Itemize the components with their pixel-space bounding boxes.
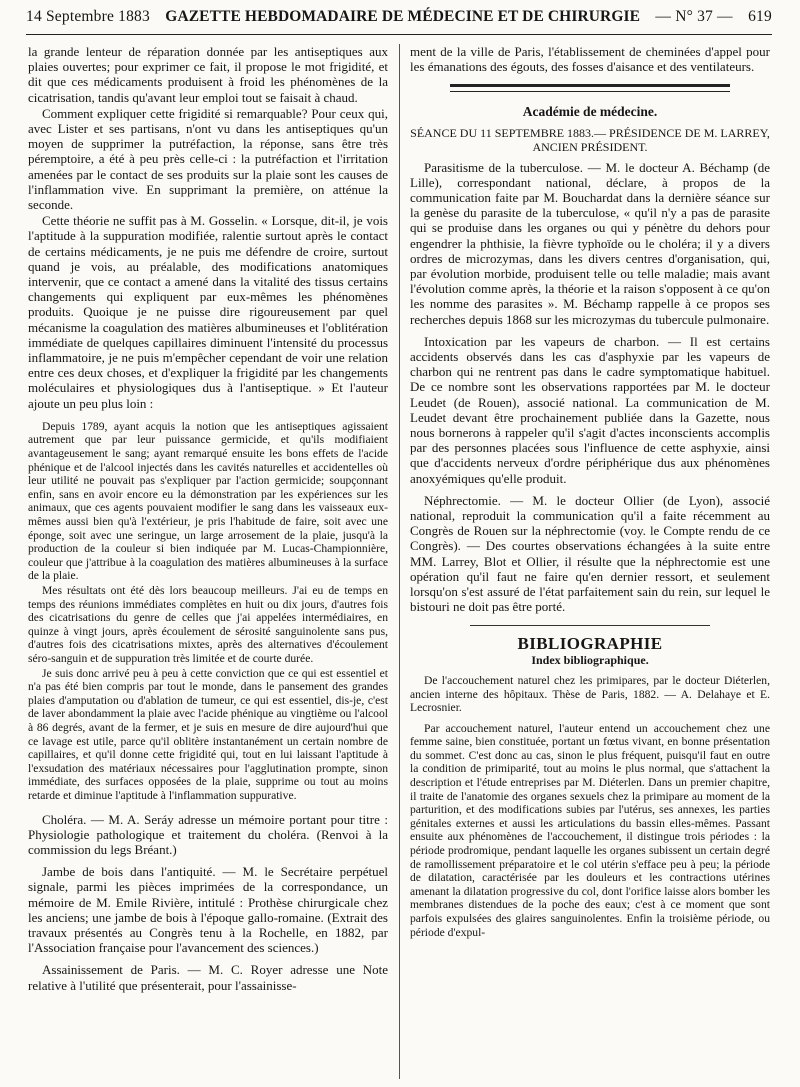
- journal-title: GAZETTE HEBDOMADAIRE DE MÉDECINE ET DE CHIRURGIE: [165, 8, 641, 25]
- news-item-cholera: Choléra. — M. A. Seráy adresse un mémoire portant pour titre : Physiologie pathologique et traitement du choléra. (Renvoi à la commission du legs Bréant.): [28, 811, 388, 857]
- news-item-assainissement: Assainissement de Paris. — M. C. Royer adresse une Note relative à l'utilité que présenterait, pour l'assainisse-: [28, 962, 388, 993]
- paragraph: ment de la ville de Paris, l'établissement de cheminées d'appel pour les émanations des égouts, des fosses d'aisance et des ventilateurs.: [410, 44, 770, 75]
- item-nephrectomie: Néphrectomie. — M. le docteur Ollier (de Lyon), associé national, reproduit la communication qu'il a faite récemment au Congrès de Rouen sur la néphrectomie (voy. le Compte rendu de ce Congrès). — Des courtes observations échangées à la suite entre MM. Larrey, Blot et Ollier, il résulte que la néphrectomie est une opération qu'il faut ne faire qu'en dernier ressort, et seulement lorsqu'on s'est assuré de l'état parfaitement sain du rein, sur lequel le bistouri ne doit pas être porté.: [410, 492, 770, 615]
- section-title-academie: Académie de médecine.: [522, 104, 658, 120]
- item-parasitisme: Parasitisme de la tuberculose. — M. le docteur A. Béchamp (de Lille), correspondant national, déclare, à propos de la communication faite par M. Bouchardat dans la dernière séance sur la genèse du parasite de la tuberculose, « qu'il n'y a pas de parasite qui se produise dans les organes ou qui y pénètre du dehors pour engendrer la phthisie, la fièvre typhoïde ou le choléra; il y a divers ordres de microzymas, dans les divers centres d'organisation, qui, par évolution morbide, produisent telle ou telle maladie; mais avant l'évolution comme après, la théorie et la raison s'opposent à ce qu'on les nomme des parasites ». M. Béchamp rappelle à ce propos ses recherches depuis 1868 sur les microzymas du tubercule pulmonaire.: [410, 159, 770, 327]
- paragraph: Comment expliquer cette frigidité si remarquable? Pour ceux qui, avec Lister et ses partisans, n'ont vu dans les antiseptiques qu'un moyen de supprimer la putréfaction, la réponse, sans être très péremptoire, a été à peu près celle-ci : la putréfaction et l'irritation amenées par le contact de ses produits sur la plaie sont les causes de l'inflammation vive. En supprimant la première, on atténue la seconde.: [28, 105, 388, 213]
- section-rule: [450, 84, 730, 92]
- bibliographie-title: BIBLIOGRAPHIE: [517, 633, 663, 653]
- issue-number: — N° 37 —: [655, 8, 733, 25]
- section-rule: [470, 625, 710, 626]
- header-rule: [26, 34, 772, 35]
- header-date: 14 Septembre 1883: [26, 8, 150, 25]
- quoted-paragraph: Je suis donc arrivé peu à peu à cette conviction que ce qui est essentiel et n'a pas été bien compris par tout le monde, dans le pansement des grandes plaies d'amputation ou d'ablation de tumeur, ce qui est essentiel, dis-je, c'est de laver abondamment la plaie avec l'acide phénique au vingtième ou l'alcool à 86 degrés, avant de la fermer, et je suis en mesure de dire aujourd'hui que ce lavage est utile, parce qu'il oblitère instantanément un certain nombre de capillaires, et qu'il donne cette frigidité qui, tout en lui laissant l'aptitude à l'exsudation des matériaux nécessaires pour l'agglutination prompte, sinon immédiate, des surfaces opposées de la plaie, supprime ou tout au moins retarde et diminue l'aptitude à l'inflammation suppurative.: [28, 666, 388, 802]
- running-header: [26, 8, 772, 34]
- book-reference: De l'accouchement naturel chez les primipares, par le docteur Diéterlen, ancien interne des hôpitaux. Thèse de Paris, 1882. — A. Delahaye et E. Lecrosnier.: [410, 673, 770, 715]
- index-subtitle: Index bibliographique.: [531, 652, 649, 667]
- paragraph: la grande lenteur de réparation donnée par les antiseptiques aux plaies ouvertes; pour exprimer ce fait, il propose le mot frigidité, et dit que ces médicaments produisent à froid les phénomènes de la cicatrisation, tandis qu'avant leur emploi tout se faisait à chaud.: [28, 44, 388, 105]
- column-divider: [399, 44, 400, 1079]
- review-body: Par accouchement naturel, l'auteur entend un accouchement chez une femme saine, bien constituée, portant un fœtus vivant, en bonne présentation du sommet. C'est donc au cas, sinon le plus fréquent, puisqu'il faut en outre la condition de primiparité, tout au moins le plus normal, que s'attachent la description et l'étude entreprises par M. Diéterlen. Dans un premier chapitre, il traite de l'anatomie des organes sexuels chez la primipare au moment de la parturition, et des modifications subies par l'utérus, ses annexes, les parties génitales externes et aussi les articulations du bassin elles-mêmes. Passant ensuite aux phénomènes de l'accouchement, il distingue trois périodes : la période prodromique, pendant laquelle les organes subissent un certain degré de ramollissement préparatoire et le col utérin s'efface peu à peu; la période de dilatation, caractérisée par les douleurs et les contractions utérines amenant la dilatation progressive du col, dont l'orifice laisse alors bomber les membranes distendues de la poche des eaux; c'est à ce moment que sont parfois expulsées des glaires sanguinolentes. Enfin la troisième période, ou période d'expul-: [410, 721, 770, 939]
- left-column: [28, 44, 388, 994]
- session-heading: SÉANCE DU 11 SEPTEMBRE 1883.— PRÉSIDENCE DE M. LARREY, ANCIEN PRÉSIDENT.: [410, 125, 770, 154]
- quoted-paragraph: Depuis 1789, ayant acquis la notion que les antiseptiques agissaient autrement que par leur puissance germicide, et qu'ils modifiaient avantageusement le sang; ayant remarqué ensuite les bons effets de l'acide phénique et de l'alcool injectés dans les cavités naturelles et accidentelles où leur utilité ne pouvait pas s'expliquer par l'action germicide; soupçonnant enfin, sans en avoir encore eu la démonstration par les expériences sur les animaux, que ces agents pouvaient modifier le sang dans les vaisseaux eux-mêmes aussi bien qu'à l'extérieur, je pris l'habitude de faire, soit avec une éponge, soit avec une seringue, un large arrosement de la plaie, jusqu'à la production de la couleur si bien indiquée par M. Lucas-Championnière, couleur que j'attribue à la coagulation des matières albumineuses à la surface de la plaie.: [28, 419, 388, 583]
- quoted-paragraph: Mes résultats ont été dès lors beaucoup meilleurs. J'ai eu de temps en temps des réunions immédiates complètes en huit ou dix jours, d'autres fois des cicatrisations du genre de celles que j'ai appelées intermédiaires, en quinze à vingt jours, après écoulement de sérosité sanguinolente sans pus, d'autres fois des cicatrisations mixtes, après des alternatives d'écoulement séro-sanguin et de suppuration très limitée et de courte durée.: [28, 584, 388, 665]
- right-column: [410, 44, 770, 940]
- paragraph: Cette théorie ne suffit pas à M. Gosselin. « Lorsque, dit-il, je vois l'aptitude à la suppuration modifiée, ralentie surtout après le contact de certains médicaments, je ne puis me défendre de croire, surtout quand je vois, au préalable, des modifications anatomiques intervenir, que ce contact a amené dans la vitalité des tissus certains changements qui expliquent par eux-mêmes les phénomènes produits. Quoique je ne puisse dire rigoureusement par quel mécanisme la coagulation des matières albumineuses et l'oblitération immédiate de quelques capillaires diminuent l'intensité du processus inflammatoire, je ne puis m'empêcher cependant de voir une relation entre ces deux choses, et d'expliquer la frigidité par les changements moléculaires et physiologiques dus à l'antiseptique. » Et l'auteur ajoute un peu plus loin :: [28, 213, 388, 411]
- page-number: 619: [748, 8, 772, 25]
- news-item-jambe-de-bois: Jambe de bois dans l'antiquité. — M. le Secrétaire perpétuel signale, parmi les pièces imprimées de la correspondance, un mémoire de M. Emile Rivière, intitulé : Prothèse chirurgicale chez les anciens; une jambe de bois à l'époque gallo-romaine. (Extrait des travaux présentés au Congrès tenu à la Rochelle, en 1882, par l'Association française pour l'avancement des sciences.): [28, 864, 388, 956]
- item-intoxication: Intoxication par les vapeurs de charbon. — Il est certains accidents observés dans les cas d'asphyxie par les vapeurs de charbon qui ne rentrent pas dans le cadre symptomatique habituel. De ce nombre sont les observations rapportées par M. le docteur Leudet (de Rouen), associé national. La communication de M. Leudet devant être prochainement publiée dans la Gazette, nous nous bornerons à rappeler qu'il s'agit d'actes inconscients accomplis par des personnes placées sous l'influence de cette asphyxie, ainsi que d'accidents nerveux d'ordre périphérique dus aux phénomènes anoxyémiques qu'elle produit.: [410, 333, 770, 486]
